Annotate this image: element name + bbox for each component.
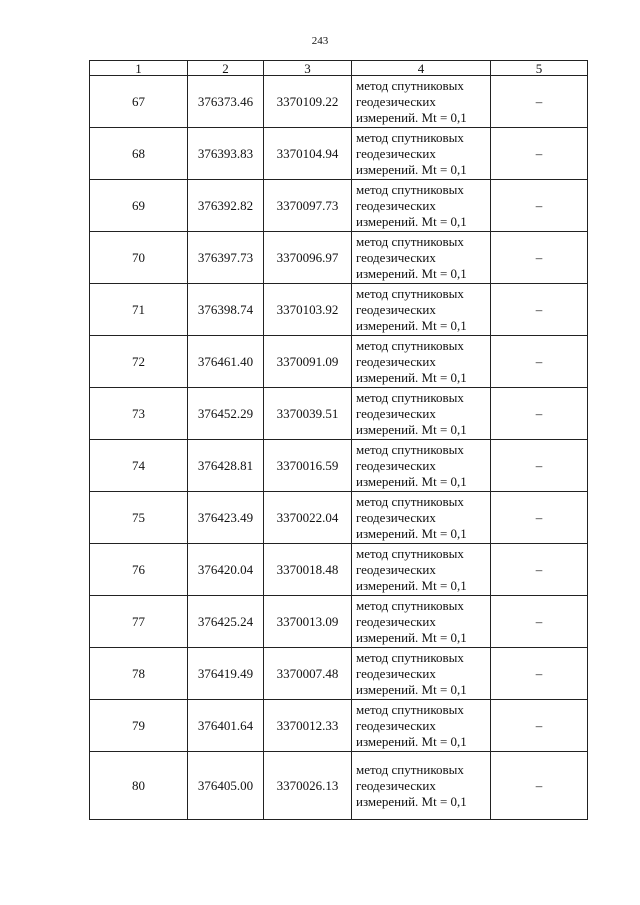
y-coordinate-cell: 3370007.48 bbox=[264, 648, 352, 700]
x-coordinate-cell: 376373.46 bbox=[188, 76, 264, 128]
method-line: геодезических bbox=[356, 197, 436, 213]
table-body bbox=[90, 76, 588, 820]
method-cell bbox=[352, 388, 491, 440]
method-cell bbox=[352, 76, 491, 128]
x-coordinate-cell: 376425.24 bbox=[188, 596, 264, 648]
coordinates-table bbox=[89, 60, 588, 820]
point-number-cell: 75 bbox=[90, 492, 188, 544]
method-line: геодезических bbox=[356, 145, 436, 161]
table-row bbox=[90, 284, 588, 336]
column-header: 4 bbox=[352, 61, 491, 76]
method-line: метод спутниковых bbox=[356, 77, 464, 93]
method-cell bbox=[352, 700, 491, 752]
table-header-row bbox=[90, 61, 588, 76]
method-cell bbox=[352, 596, 491, 648]
method-line: геодезических bbox=[356, 561, 436, 577]
y-coordinate-cell: 3370013.09 bbox=[264, 596, 352, 648]
method-line: измерений. Mt = 0,1 bbox=[356, 681, 467, 697]
note-cell: – bbox=[491, 440, 588, 492]
x-coordinate-cell: 376420.04 bbox=[188, 544, 264, 596]
method-line: измерений. Mt = 0,1 bbox=[356, 421, 467, 437]
note-cell: – bbox=[491, 544, 588, 596]
table-row bbox=[90, 76, 588, 128]
method-line: геодезических bbox=[356, 613, 436, 629]
note-cell: – bbox=[491, 752, 588, 820]
method-line: геодезических bbox=[356, 665, 436, 681]
table-row bbox=[90, 700, 588, 752]
note-cell: – bbox=[491, 648, 588, 700]
note-cell: – bbox=[491, 596, 588, 648]
point-number-cell: 80 bbox=[90, 752, 188, 820]
method-line: геодезических bbox=[356, 405, 436, 421]
y-coordinate-cell: 3370096.97 bbox=[264, 232, 352, 284]
x-coordinate-cell: 376392.82 bbox=[188, 180, 264, 232]
y-coordinate-cell: 3370109.22 bbox=[264, 76, 352, 128]
point-number-cell: 74 bbox=[90, 440, 188, 492]
y-coordinate-cell: 3370039.51 bbox=[264, 388, 352, 440]
method-line: метод спутниковых bbox=[356, 233, 464, 249]
method-line: метод спутниковых bbox=[356, 129, 464, 145]
method-line: метод спутниковых bbox=[356, 441, 464, 457]
x-coordinate-cell: 376419.49 bbox=[188, 648, 264, 700]
method-line: измерений. Mt = 0,1 bbox=[356, 317, 467, 333]
note-cell: – bbox=[491, 284, 588, 336]
note-cell: – bbox=[491, 76, 588, 128]
column-header: 5 bbox=[491, 61, 588, 76]
method-line: метод спутниковых bbox=[356, 649, 464, 665]
y-coordinate-cell: 3370097.73 bbox=[264, 180, 352, 232]
method-line: измерений. Mt = 0,1 bbox=[356, 793, 467, 809]
method-line: измерений. Mt = 0,1 bbox=[356, 577, 467, 593]
method-cell bbox=[352, 232, 491, 284]
method-line: геодезических bbox=[356, 717, 436, 733]
table-row bbox=[90, 232, 588, 284]
table-row bbox=[90, 336, 588, 388]
table-row bbox=[90, 180, 588, 232]
table-row bbox=[90, 440, 588, 492]
table-row bbox=[90, 128, 588, 180]
table-row bbox=[90, 492, 588, 544]
y-coordinate-cell: 3370026.13 bbox=[264, 752, 352, 820]
method-line: геодезических bbox=[356, 301, 436, 317]
method-line: геодезических bbox=[356, 353, 436, 369]
method-cell bbox=[352, 128, 491, 180]
column-header: 1 bbox=[90, 61, 188, 76]
method-line: метод спутниковых bbox=[356, 701, 464, 717]
point-number-cell: 72 bbox=[90, 336, 188, 388]
note-cell: – bbox=[491, 128, 588, 180]
method-cell bbox=[352, 752, 491, 820]
method-line: измерений. Mt = 0,1 bbox=[356, 161, 467, 177]
column-header: 2 bbox=[188, 61, 264, 76]
y-coordinate-cell: 3370022.04 bbox=[264, 492, 352, 544]
point-number-cell: 67 bbox=[90, 76, 188, 128]
method-line: метод спутниковых bbox=[356, 285, 464, 301]
method-line: измерений. Mt = 0,1 bbox=[356, 265, 467, 281]
method-cell bbox=[352, 336, 491, 388]
table-row bbox=[90, 388, 588, 440]
x-coordinate-cell: 376461.40 bbox=[188, 336, 264, 388]
method-line: измерений. Mt = 0,1 bbox=[356, 629, 467, 645]
method-cell bbox=[352, 180, 491, 232]
method-line: метод спутниковых bbox=[356, 389, 464, 405]
method-cell bbox=[352, 648, 491, 700]
method-line: геодезических bbox=[356, 509, 436, 525]
x-coordinate-cell: 376423.49 bbox=[188, 492, 264, 544]
x-coordinate-cell: 376393.83 bbox=[188, 128, 264, 180]
method-line: метод спутниковых bbox=[356, 597, 464, 613]
y-coordinate-cell: 3370016.59 bbox=[264, 440, 352, 492]
point-number-cell: 76 bbox=[90, 544, 188, 596]
table-row bbox=[90, 544, 588, 596]
method-cell bbox=[352, 544, 491, 596]
column-header: 3 bbox=[264, 61, 352, 76]
y-coordinate-cell: 3370104.94 bbox=[264, 128, 352, 180]
method-line: метод спутниковых bbox=[356, 761, 464, 777]
y-coordinate-cell: 3370012.33 bbox=[264, 700, 352, 752]
table-row bbox=[90, 648, 588, 700]
point-number-cell: 69 bbox=[90, 180, 188, 232]
method-line: измерений. Mt = 0,1 bbox=[356, 369, 467, 385]
note-cell: – bbox=[491, 232, 588, 284]
method-line: измерений. Mt = 0,1 bbox=[356, 473, 467, 489]
point-number-cell: 68 bbox=[90, 128, 188, 180]
table-row bbox=[90, 752, 588, 820]
x-coordinate-cell: 376405.00 bbox=[188, 752, 264, 820]
y-coordinate-cell: 3370103.92 bbox=[264, 284, 352, 336]
method-cell bbox=[352, 492, 491, 544]
method-line: измерений. Mt = 0,1 bbox=[356, 733, 467, 749]
note-cell: – bbox=[491, 180, 588, 232]
method-line: геодезических bbox=[356, 777, 436, 793]
method-line: геодезических bbox=[356, 93, 436, 109]
x-coordinate-cell: 376428.81 bbox=[188, 440, 264, 492]
method-line: геодезических bbox=[356, 457, 436, 473]
table-row bbox=[90, 596, 588, 648]
point-number-cell: 77 bbox=[90, 596, 188, 648]
y-coordinate-cell: 3370091.09 bbox=[264, 336, 352, 388]
note-cell: – bbox=[491, 388, 588, 440]
page-number: 243 bbox=[311, 35, 329, 47]
point-number-cell: 78 bbox=[90, 648, 188, 700]
note-cell: – bbox=[491, 492, 588, 544]
method-line: измерений. Mt = 0,1 bbox=[356, 109, 467, 125]
method-cell bbox=[352, 440, 491, 492]
x-coordinate-cell: 376397.73 bbox=[188, 232, 264, 284]
point-number-cell: 71 bbox=[90, 284, 188, 336]
method-line: измерений. Mt = 0,1 bbox=[356, 213, 467, 229]
x-coordinate-cell: 376452.29 bbox=[188, 388, 264, 440]
x-coordinate-cell: 376401.64 bbox=[188, 700, 264, 752]
x-coordinate-cell: 376398.74 bbox=[188, 284, 264, 336]
method-line: геодезических bbox=[356, 249, 436, 265]
method-line: метод спутниковых bbox=[356, 181, 464, 197]
method-line: метод спутниковых bbox=[356, 337, 464, 353]
y-coordinate-cell: 3370018.48 bbox=[264, 544, 352, 596]
method-line: метод спутниковых bbox=[356, 493, 464, 509]
point-number-cell: 73 bbox=[90, 388, 188, 440]
method-cell bbox=[352, 284, 491, 336]
point-number-cell: 79 bbox=[90, 700, 188, 752]
method-line: метод спутниковых bbox=[356, 545, 464, 561]
point-number-cell: 70 bbox=[90, 232, 188, 284]
note-cell: – bbox=[491, 700, 588, 752]
note-cell: – bbox=[491, 336, 588, 388]
method-line: измерений. Mt = 0,1 bbox=[356, 525, 467, 541]
